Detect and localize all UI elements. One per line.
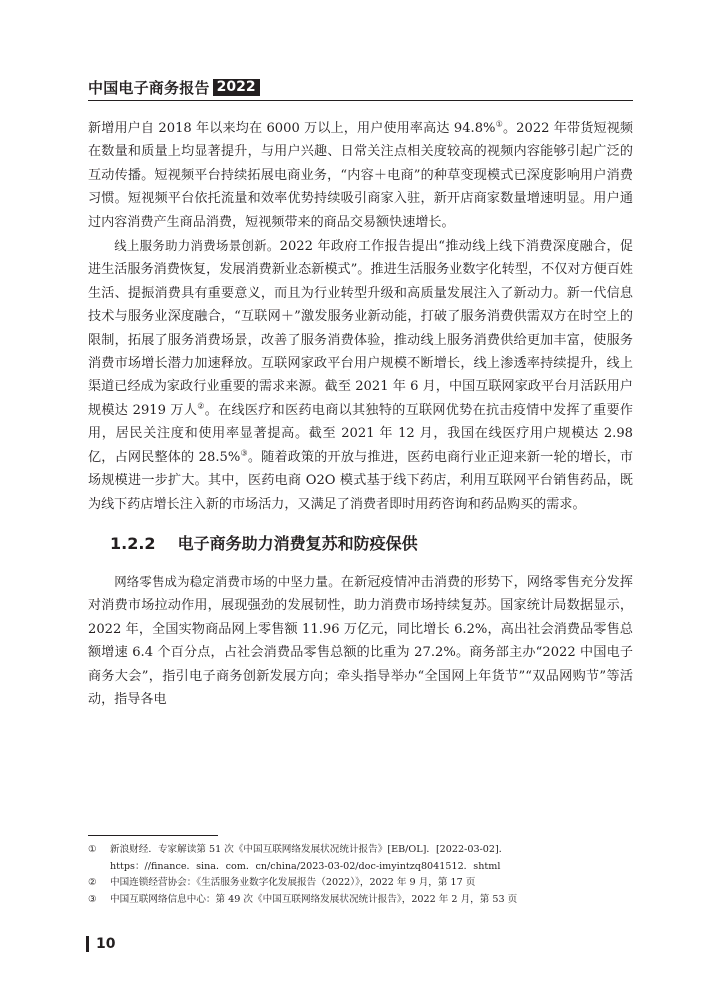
paragraph-text: 新增用户自 2018 年以来均在 6000 万以上，用户使用率高达 94.8%	[88, 121, 496, 136]
paragraph-text: 。随着政策的开放与推进，医药电商行业正迎来新一轮的增长，市场规模进一步扩大。其中，医药电商 O2O 模式基于线下药店，利用互联网平台销售药品，既为线下药店增长注入新的市场活力，又满足了消费者即时用药咨询和药品购买的需求。	[88, 449, 633, 512]
paragraph-lead: 线上服务助力消费场景创新。	[114, 238, 280, 254]
paragraph-online-retail	[88, 570, 633, 711]
report-title: 中国电子商务报告	[88, 78, 210, 97]
footnote-mark: ③	[88, 893, 97, 905]
paragraph-online-services	[88, 234, 633, 516]
footnote-ref-2[interactable]: ②	[197, 401, 205, 411]
page-number-bar	[86, 936, 89, 952]
footnote-text: 中国互联网络信息中心：第 49 次《中国互联网络发展状况统计报告》，2022 年 2 月，第 53 页	[110, 893, 518, 905]
report-year-badge: 2022	[213, 79, 260, 96]
footnote-divider	[88, 835, 218, 836]
footnote-item	[88, 875, 633, 892]
footnote-mark	[88, 859, 110, 876]
footnote-ref-3[interactable]: ③	[240, 448, 248, 458]
footnote-item	[88, 892, 633, 909]
page-number-text: 10	[96, 936, 116, 952]
footnote-text: 中国连锁经营协会：《生活服务业数字化发展报告（2022）》，2022 年 9 月，第 17 页	[110, 877, 476, 888]
paragraph-text: 。2022 年带货短视频在数量和质量上均显著提升，与用户兴趣、日常关注点相关度较高的视频内容能够引起广泛的互动传播。短视频平台持续拓展电商业务，“内容＋电商”的种草变现模式已深度影响用户消费习惯。短视频平台依托流量和效率优势持续吸引商家入驻，新开店商家数量增速明显。用户通过内容消费产生商品消费，短视频带来的商品交易额快速增长。	[88, 121, 634, 230]
paragraph-text: 在新冠疫情冲击消费的形势下，网络零售充分发挥对消费市场拉动作用，展现强劲的发展韧性，助力消费市场持续复苏。国家统计局数据显示，2022 年，全国实物商品网上零售额 11.96 万亿元，同比增长 6.2%，高出社会消费品零售总额增速 6.4 个百分点，占社会消费品零售总额的比重为 27.2%。商务部主办“2022 中国电子商务大会”，指引电子商务创新发展方向；牵头指导举办“全国网上年货节”“双品网购节”等活动，指导各电	[88, 574, 633, 707]
running-header	[88, 77, 260, 97]
footnote-text: 新浪财经．专家解读第 51 次《中国互联网络发展状况统计报告》[EB/OL]．[2022-03-02]．	[110, 844, 509, 855]
body-text	[88, 117, 633, 711]
footnotes	[88, 842, 633, 908]
paragraph-text: 。在线医疗和医药电商以其独特的互联网优势在抗击疫情中发挥了重要作用，居民关注度和使用率显著提高。截至 2021 年 12 月，我国在线医疗用户规模达 2.98 亿，占网民整体的 28.5%	[88, 402, 634, 465]
paragraph-lead: 网络零售成为稳定消费市场的中坚力量。	[114, 573, 341, 589]
paragraph-short-video	[88, 117, 633, 234]
page-number	[86, 934, 115, 954]
paragraph-text: 2022 年政府工作报告提出“推动线上线下消费深度融合，促进生活服务消费恢复，发展消费新业态新模式”。推进生活服务业数字化转型，不仅对方便百姓生活、提振消费具有重要意义，而且为行业转型升级和高质量发展注入了新动力。新一代信息技术与服务业深度融合，“互联网＋”激发服务业新动能，打破了服务消费供需双方在时空上的限制，拓展了服务消费场景，改善了服务消费体验，推动线上服务消费供给更加丰富，使服务消费市场增长潜力加速释放。互联网家政平台用户规模不断增长，线上渗透率持续提升，线上渠道已经成为家政行业重要的需求来源。截至 2021 年 6 月，中国互联网家政平台月活跃用户规模达 2919 万人	[88, 239, 633, 418]
section-heading	[110, 531, 633, 554]
footnote-url[interactable]: https：//finance．sina．com．cn/china/2023-03-02/doc-imyintzq8041512．shtml	[110, 860, 501, 872]
header-divider	[88, 100, 633, 101]
section-number: 1.2.2	[110, 533, 156, 553]
section-title: 电子商务助力消费复苏和防疫保供	[177, 533, 418, 553]
footnote-item	[88, 859, 633, 876]
footnote-ref-1[interactable]: ①	[495, 119, 503, 129]
footnote-item	[88, 842, 633, 859]
footnote-mark: ②	[88, 877, 97, 888]
footnote-mark: ①	[88, 844, 97, 855]
